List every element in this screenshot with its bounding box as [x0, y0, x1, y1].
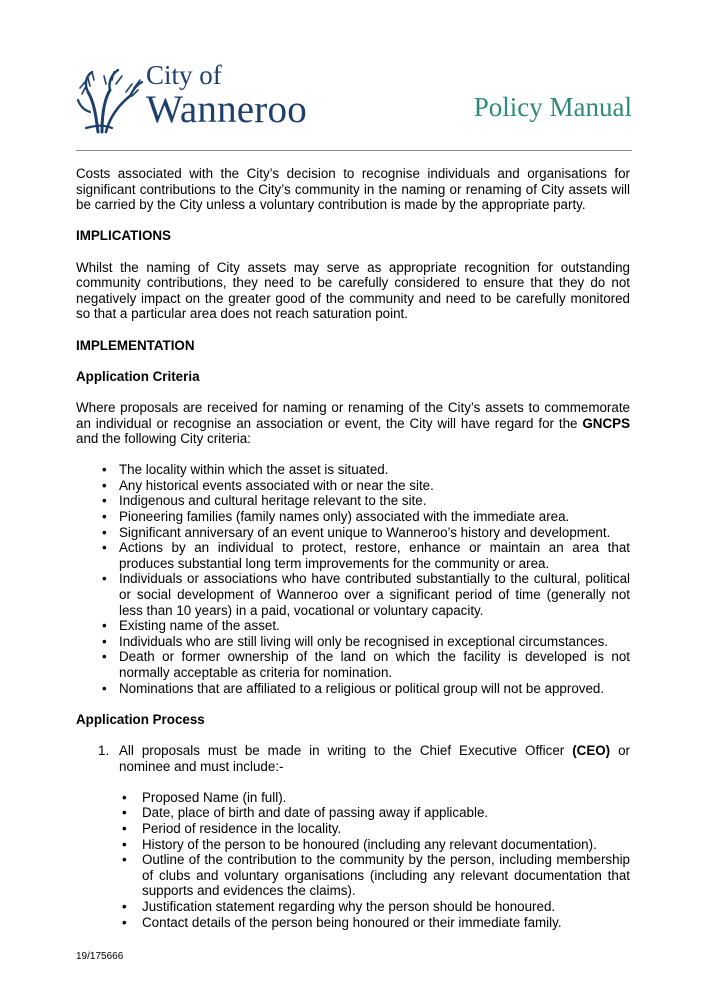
intro-paragraph: Costs associated with the City’s decision to recognise individuals and organisations for significant contributions to the City’s community in the naming or renaming of City assets will be carried by the City unless a voluntary contribution is made by the appropriate party.: [76, 166, 630, 213]
list-item: • Individuals who are still living will only be recognised in exceptional circumstances.: [76, 634, 630, 650]
application-criteria-heading: Application Criteria: [76, 368, 200, 384]
wanneroo-flower-icon: [76, 66, 144, 134]
list-item: • History of the person to be honoured (including any relevant documentation).: [119, 837, 630, 853]
list-item: • Date, place of birth and date of passing away if applicable.: [119, 805, 630, 821]
list-item: • Individuals or associations who have contributed substantially to the cultural, political or social development of Wanneroo over a significant period of time (generally not less than 10 years) in a paid, vocational or voluntary capacity.: [76, 571, 630, 618]
implications-heading: IMPLICATIONS: [76, 228, 171, 244]
logo-name-text: Wanneroo: [146, 88, 307, 131]
list-item: • Significant anniversary of an event unique to Wanneroo’s history and development.: [76, 525, 630, 541]
process-text-b: or nominee and must include:-: [119, 742, 630, 774]
list-item: • Actions by an individual to protect, restore, enhance or maintain an area that produces substantial long term improvements for the community or area.: [76, 540, 630, 571]
page-header: [76, 62, 632, 154]
list-item: • Any historical events associated with or near the site.: [76, 478, 630, 494]
process-item-text: [119, 743, 630, 774]
list-item: • Period of residence in the locality.: [119, 821, 630, 837]
application-process-heading: Application Process: [76, 711, 205, 727]
policy-manual-title: Policy Manual: [473, 92, 632, 122]
list-item: • Indigenous and cultural heritage relevant to the site.: [76, 493, 630, 509]
criteria-intro-text-end: and the following City criteria:: [76, 431, 251, 447]
list-item: • Proposed Name (in full).: [119, 790, 630, 806]
process-requirements-list: [119, 790, 630, 930]
list-item: • Contact details of the person being honoured or their immediate family.: [119, 915, 630, 931]
list-item: • Existing name of the asset.: [76, 618, 630, 634]
criteria-intro-text: Where proposals are received for naming or renaming of the City’s assets to commemorate an individual or recognise an association or event, the City will have regard for the: [76, 399, 630, 431]
implications-paragraph: Whilst the naming of City assets may serve as appropriate recognition for outstanding community contributions, they need to be carefully considered to ensure that they do not negatively impact on the greater good of the community and need to be carefully monitored so that a particular area does not reach saturation point.: [76, 259, 630, 322]
process-list: [76, 743, 630, 930]
list-item: • Nominations that are affiliated to a religious or political group will not be approved.: [76, 681, 630, 697]
process-item-number: 1.: [98, 742, 110, 758]
gncps-term: GNCPS: [582, 415, 630, 431]
implementation-heading: IMPLEMENTATION: [76, 337, 195, 353]
process-item: [76, 743, 630, 930]
document-reference: 19/175666: [76, 951, 124, 962]
criteria-intro-paragraph: [76, 400, 630, 447]
list-item: • The locality within which the asset is situated.: [76, 462, 630, 478]
header-divider: [76, 150, 632, 151]
list-item: • Outline of the contribution to the community by the person, including membership of clubs and voluntary organisations (including any relevant documentation that supports and evidences the claims).: [119, 852, 630, 899]
list-item: • Death or former ownership of the land on which the facility is developed is not normally acceptable as criteria for nomination.: [76, 649, 630, 680]
list-item: • Justification statement regarding why the person should be honoured.: [119, 899, 630, 915]
process-text-a: All proposals must be made in writing to the Chief Executive Officer: [119, 742, 573, 758]
list-item: • Pioneering families (family names only) associated with the immediate area.: [76, 509, 630, 525]
criteria-list: [76, 462, 630, 696]
logo-city-text: City of: [146, 60, 222, 90]
document-body: [76, 166, 630, 930]
ceo-term: (CEO): [572, 742, 611, 758]
